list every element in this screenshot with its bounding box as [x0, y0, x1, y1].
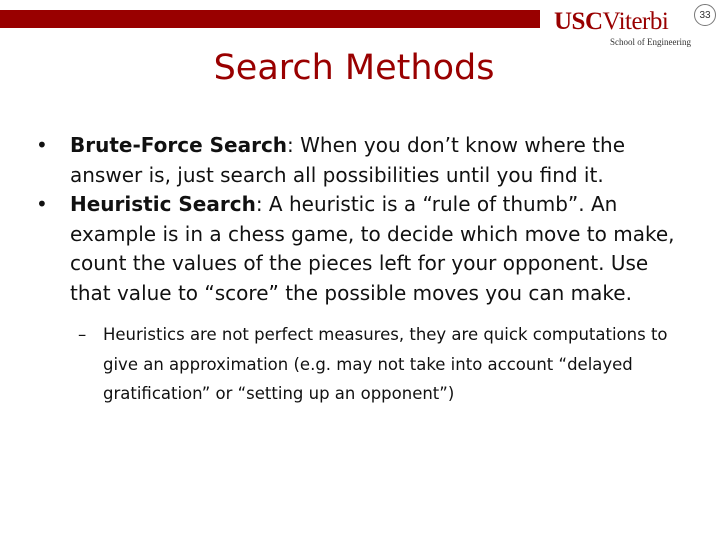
sub-bullet-heuristics-note [78, 320, 684, 409]
page-number: 33 [694, 4, 716, 26]
header-bar [0, 10, 540, 28]
slide-title-text: Search Methods [213, 48, 495, 88]
sub-bullet-marker: – [78, 325, 87, 344]
logo-school-text: School of Engineering [610, 37, 691, 47]
bullet-text: : A heuristic is a “rule of thumb”. An example is in a chess game, to decide which move to make, count the values of the pieces left for your opponent. Use that value to “score” the possible moves you can make. [70, 192, 675, 305]
slide-title [0, 42, 716, 94]
bullet-marker: • [36, 133, 48, 157]
bullet-heuristic [36, 190, 684, 308]
logo-usc-text: USC [554, 8, 603, 35]
bullet-term: Heuristic Search [70, 192, 256, 216]
bullet-brute-force [36, 131, 684, 190]
sub-bullet-text: Heuristics are not perfect measures, they are quick computations to give an approximation (e.g. may not take into account “delayed gratification” or “setting up an opponent”) [103, 325, 668, 403]
logo-viterbi-text: Viterbi [602, 8, 669, 35]
bullet-marker: • [36, 192, 48, 216]
bullet-term: Brute-Force Search [70, 133, 288, 157]
slide-content [36, 131, 684, 409]
bullet-text: : When you don’t know where the answer is, just search all possibilities until you find it. [70, 133, 625, 187]
